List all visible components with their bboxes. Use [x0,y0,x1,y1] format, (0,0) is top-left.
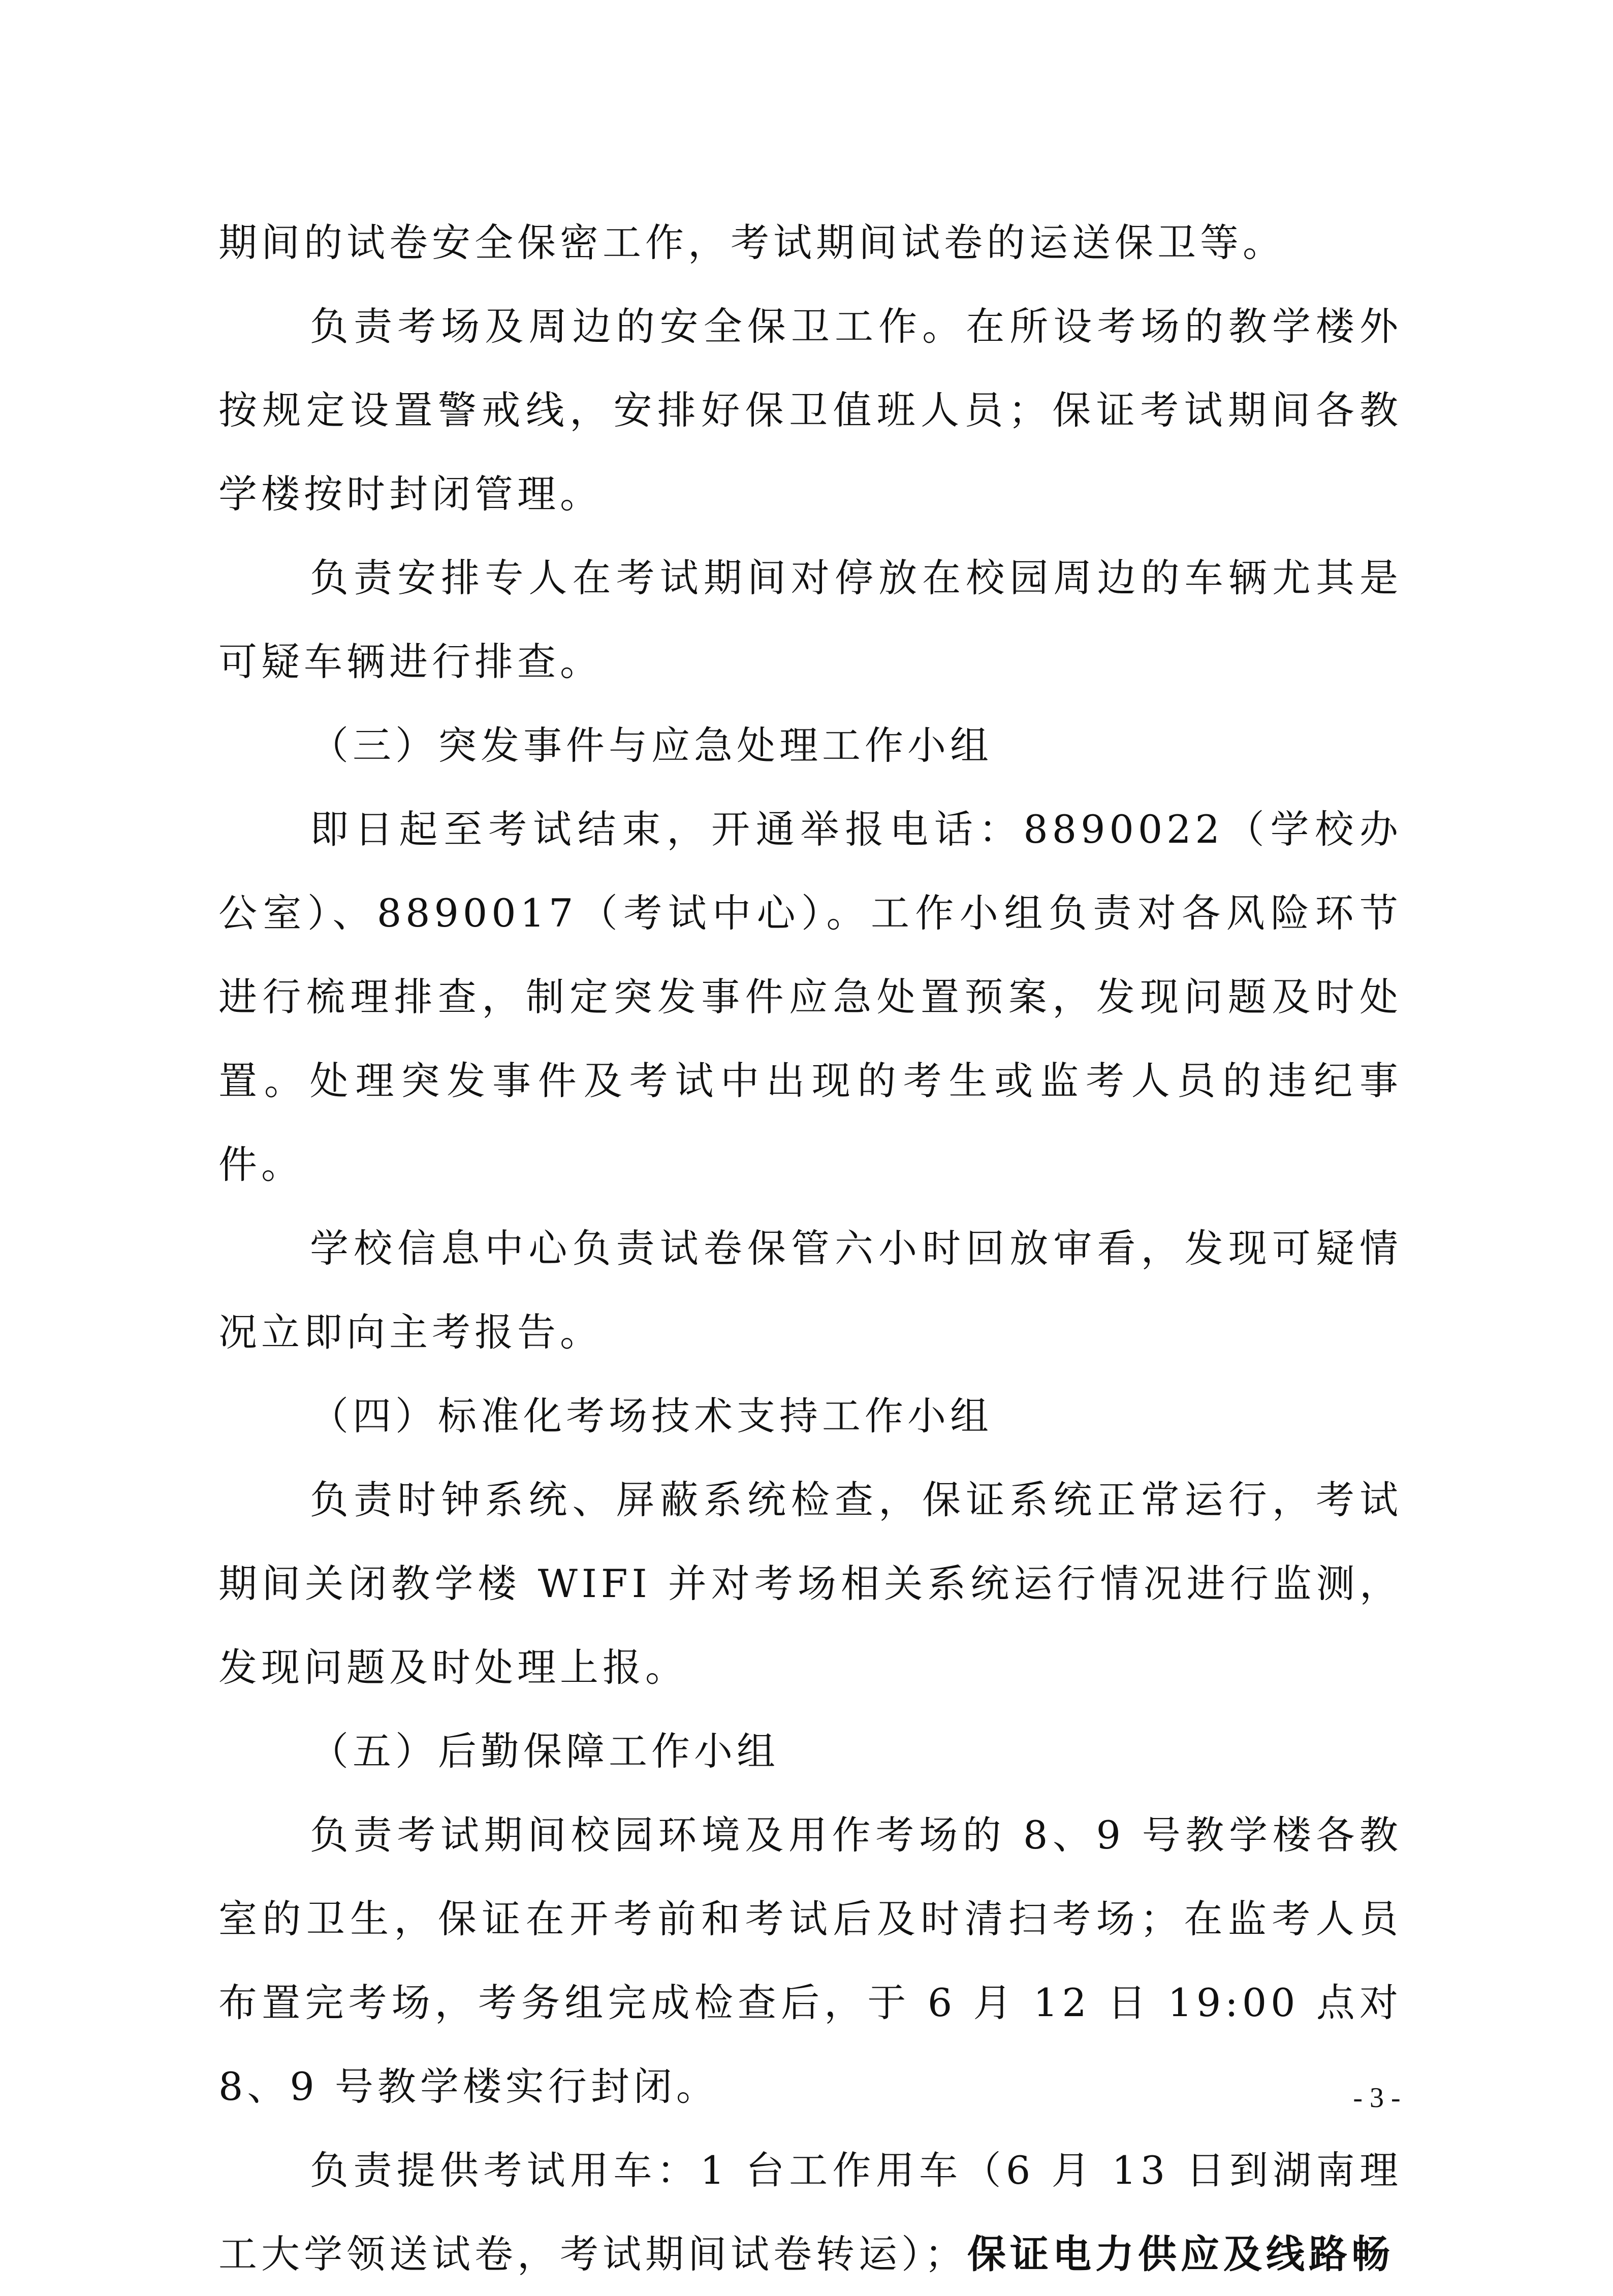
paragraph-security-duty: 负责考场及周边的安全保卫工作。在所设考场的教学楼外按规定设置警戒线，安排好保卫值班人员；保证考试期间各教学楼按时封闭管理。 [218,304,1402,517]
page-number: - 3 - [1353,2082,1401,2114]
section-heading-emergency: （三）突发事件与应急处理工作小组 [310,723,993,768]
paragraph-vehicle-text: 负责提供考试用车：1 台工作用车（6 月 13 日到湖南理工大学领送试卷，考试期间试卷转运）； [218,2148,1402,2277]
section-heading-logistics: （五）后勤保障工作小组 [310,1729,779,1774]
paragraph-power-bold-text: 保证电力供应及线路畅 [967,2231,1394,2277]
paragraph-clock-system: 负责时钟系统、屏蔽系统检查，保证系统正常运行，考试期间关闭教学楼 WIFI 并对考场相关系统运行情况进行监测，发现问题及时处理上报。 [218,1477,1402,1690]
paragraph-sanitation: 负责考试期间校园环境及用作考场的 8、9 号教学楼各教室的卫生，保证在开考前和考试后及时清扫考场；在监考人员布置完考场，考务组完成检查后，于 6 月 12 日 19:00 点对 8、9 号教学楼实行封闭。 [218,1812,1402,2109]
section-heading-tech-support: （四）标准化考场技术支持工作小组 [310,1393,993,1439]
paragraph-continuation: 期间的试卷安全保密工作，考试期间试卷的运送保卫等。 [218,220,1285,265]
document-body [218,201,1402,2296]
paragraph-hotline: 即日起至考试结束，开通举报电话：8890022（学校办公室）、8890017（考试中心）。工作小组负责对各风险环节进行梳理排查，制定突发事件应急处置预案，发现问题及时处置。处理突发事件及考试中出现的考生或监考人员的违纪事件。 [218,807,1402,1187]
paragraph-info-center: 学校信息中心负责试卷保管六小时回放审看，发现可疑情况立即向主考报告。 [218,1226,1402,1355]
paragraph-vehicle-power [218,2128,1402,2296]
paragraph-vehicle-check: 负责安排专人在考试期间对停放在校园周边的车辆尤其是可疑车辆进行排查。 [218,555,1402,684]
